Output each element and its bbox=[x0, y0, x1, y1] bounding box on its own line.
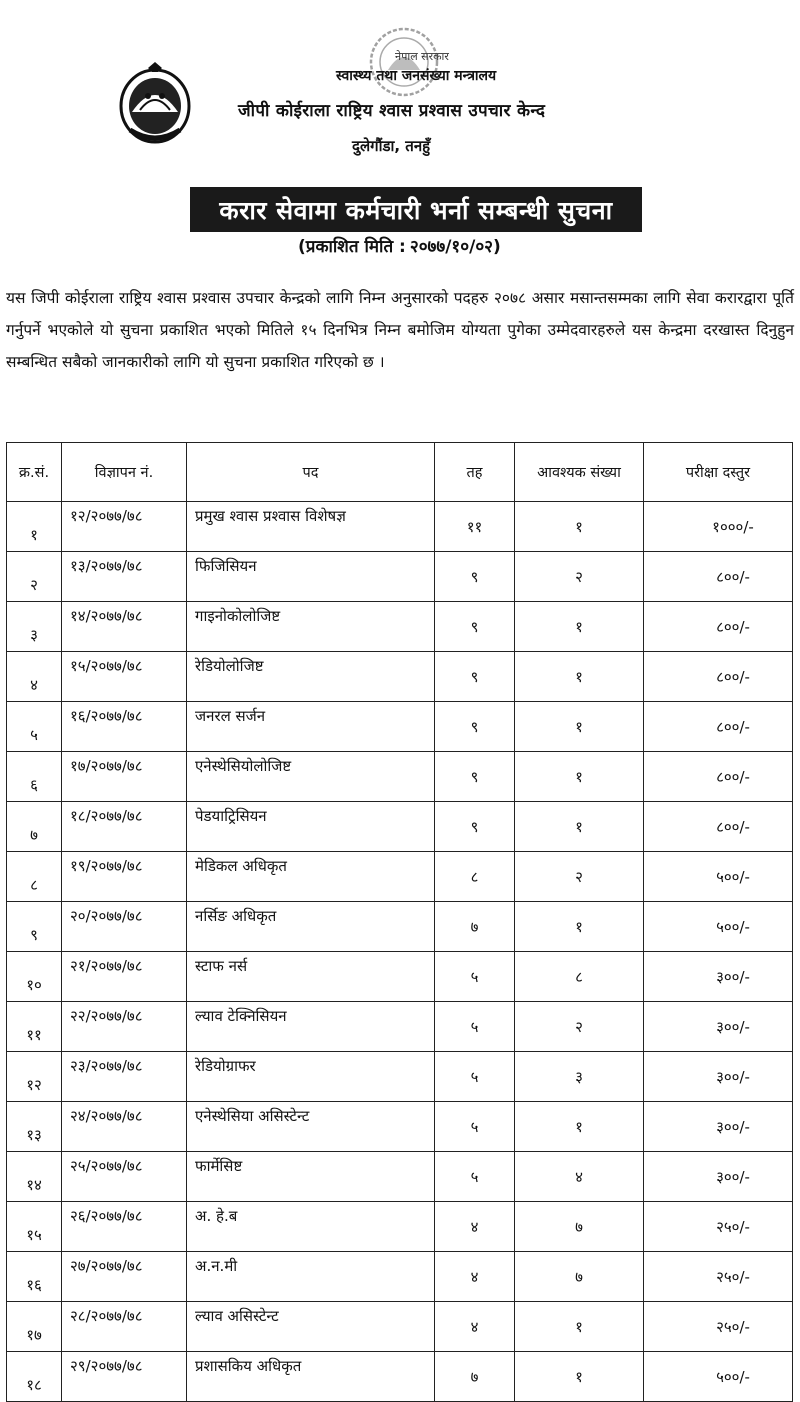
cell-post: ल्याव टेक्निसियन bbox=[187, 1002, 435, 1052]
cell-adv: २१/२०७७/७८ bbox=[62, 952, 187, 1002]
cell-adv: १६/२०७७/७८ bbox=[62, 702, 187, 752]
cell-adv: २०/२०७७/७८ bbox=[62, 902, 187, 952]
nepal-emblem-icon bbox=[118, 60, 192, 144]
cell-fee: ८००/- bbox=[644, 752, 793, 802]
cell-post: ल्याव असिस्टेन्ट bbox=[187, 1302, 435, 1352]
table-row bbox=[7, 1302, 793, 1352]
cell-sn: ७ bbox=[7, 802, 62, 852]
cell-count: १ bbox=[515, 702, 644, 752]
table-row bbox=[7, 552, 793, 602]
cell-post: एनेस्थेसियोलोजिष्ट bbox=[187, 752, 435, 802]
cell-count: १ bbox=[515, 752, 644, 802]
cell-sn: १० bbox=[7, 952, 62, 1002]
cell-fee: ८००/- bbox=[644, 702, 793, 752]
cell-adv: १४/२०७७/७८ bbox=[62, 602, 187, 652]
cell-count: १ bbox=[515, 602, 644, 652]
cell-post: पेडयाट्रिसियन bbox=[187, 802, 435, 852]
cell-post: फार्मेसिष्ट bbox=[187, 1152, 435, 1202]
table-row bbox=[7, 1102, 793, 1152]
cell-adv: २८/२०७७/७८ bbox=[62, 1302, 187, 1352]
cell-post: फिजिसियन bbox=[187, 552, 435, 602]
cell-count: ८ bbox=[515, 952, 644, 1002]
government-label: नेपाल सरकार bbox=[395, 50, 449, 63]
cell-sn: ३ bbox=[7, 602, 62, 652]
table-row bbox=[7, 802, 793, 852]
cell-count: १ bbox=[515, 902, 644, 952]
cell-adv: २९/२०७७/७८ bbox=[62, 1352, 187, 1402]
cell-count: २ bbox=[515, 1002, 644, 1052]
cell-post: अ.न.मी bbox=[187, 1252, 435, 1302]
cell-adv: २४/२०७७/७८ bbox=[62, 1102, 187, 1152]
table-row bbox=[7, 752, 793, 802]
cell-sn: २ bbox=[7, 552, 62, 602]
header-fee: परीक्षा दस्तुर bbox=[644, 443, 793, 502]
cell-post: रेडियोग्राफर bbox=[187, 1052, 435, 1102]
cell-adv: १७/२०७७/७८ bbox=[62, 752, 187, 802]
cell-count: ७ bbox=[515, 1252, 644, 1302]
cell-adv: १९/२०७७/७८ bbox=[62, 852, 187, 902]
cell-level: ९ bbox=[435, 802, 515, 852]
notice-intro: यस जिपी कोईराला राष्ट्रिय श्वास प्रश्वास उपचार केन्द्रको लागि निम्न अनुसारको पदहरु २०७८ असार मसान्तसम्मका लागि सेवा करारद्वारा पूर्ति गर्नुपर्ने भएकोले यो सुचना प्रकाशित भएको मितिले १५ दिनभित्र निम्न बमोजिम योग्यता पुगेका उम्मेदवारहरुले यस केन्द्रमा दरखास्त दिनुहुन सम्बन्धित सबैको जानकारीको लागि यो सुचना प्रकाशित गरिएको छ । bbox=[6, 289, 794, 371]
notice-title bbox=[190, 187, 642, 232]
cell-adv: १२/२०७७/७८ bbox=[62, 502, 187, 552]
published-date-value: २०७७/१०/०२) bbox=[409, 237, 501, 257]
header-count: आवश्यक संख्या bbox=[515, 443, 644, 502]
ministry-name: स्वास्थ्य तथा जनसंख्या मन्त्रालय bbox=[336, 68, 497, 84]
cell-sn: ४ bbox=[7, 652, 62, 702]
cell-fee: ८००/- bbox=[644, 802, 793, 852]
cell-count: ३ bbox=[515, 1052, 644, 1102]
cell-fee: ३००/- bbox=[644, 952, 793, 1002]
cell-fee: ३००/- bbox=[644, 1002, 793, 1052]
cell-post: मेडिकल अधिकृत bbox=[187, 852, 435, 902]
cell-level: ५ bbox=[435, 1002, 515, 1052]
cell-level: ११ bbox=[435, 502, 515, 552]
cell-fee: ८००/- bbox=[644, 602, 793, 652]
cell-sn: १५ bbox=[7, 1202, 62, 1252]
cell-sn: ९ bbox=[7, 902, 62, 952]
cell-count: ४ bbox=[515, 1152, 644, 1202]
cell-level: ४ bbox=[435, 1202, 515, 1252]
cell-level: ७ bbox=[435, 1352, 515, 1402]
table-row bbox=[7, 1152, 793, 1202]
cell-level: ९ bbox=[435, 702, 515, 752]
cell-fee: २५०/- bbox=[644, 1252, 793, 1302]
published-date bbox=[298, 234, 501, 257]
cell-sn: ५ bbox=[7, 702, 62, 752]
cell-level: ५ bbox=[435, 1052, 515, 1102]
cell-count: १ bbox=[515, 802, 644, 852]
header-post: पद bbox=[187, 443, 435, 502]
cell-fee: ५००/- bbox=[644, 902, 793, 952]
cell-level: ९ bbox=[435, 552, 515, 602]
cell-adv: २६/२०७७/७८ bbox=[62, 1202, 187, 1252]
cell-post: अ. हे.ब bbox=[187, 1202, 435, 1252]
table-row bbox=[7, 1052, 793, 1102]
cell-level: ५ bbox=[435, 1102, 515, 1152]
vacancy-table bbox=[6, 442, 793, 1402]
cell-post: स्टाफ नर्स bbox=[187, 952, 435, 1002]
cell-adv: १५/२०७७/७८ bbox=[62, 652, 187, 702]
table-row bbox=[7, 1352, 793, 1402]
cell-sn: १४ bbox=[7, 1152, 62, 1202]
cell-count: १ bbox=[515, 652, 644, 702]
cell-level: ४ bbox=[435, 1302, 515, 1352]
cell-post: नर्सिङ अधिकृत bbox=[187, 902, 435, 952]
cell-sn: १३ bbox=[7, 1102, 62, 1152]
table-header-row bbox=[7, 443, 793, 502]
cell-sn: १ bbox=[7, 502, 62, 552]
cell-count: १ bbox=[515, 1302, 644, 1352]
cell-level: ७ bbox=[435, 902, 515, 952]
cell-post: गाइनोकोलोजिष्ट bbox=[187, 602, 435, 652]
cell-fee: ३००/- bbox=[644, 1052, 793, 1102]
cell-adv: २५/२०७७/७८ bbox=[62, 1152, 187, 1202]
cell-sn: १२ bbox=[7, 1052, 62, 1102]
cell-post: रेडियोलोजिष्ट bbox=[187, 652, 435, 702]
cell-fee: २५०/- bbox=[644, 1302, 793, 1352]
cell-count: १ bbox=[515, 1102, 644, 1152]
cell-level: ९ bbox=[435, 652, 515, 702]
cell-fee: ५००/- bbox=[644, 1352, 793, 1402]
cell-sn: ८ bbox=[7, 852, 62, 902]
table-row bbox=[7, 652, 793, 702]
header-adv: विज्ञापन नं. bbox=[62, 443, 187, 502]
table-row bbox=[7, 852, 793, 902]
notice-title-text: करार सेवामा कर्मचारी भर्ना सम्बन्धी सुचना bbox=[219, 195, 613, 225]
cell-fee: ५००/- bbox=[644, 852, 793, 902]
cell-count: १ bbox=[515, 1352, 644, 1402]
cell-adv: २३/२०७७/७८ bbox=[62, 1052, 187, 1102]
header-sn: क्र.सं. bbox=[7, 443, 62, 502]
table-row bbox=[7, 602, 793, 652]
cell-post: प्रमुख श्वास प्रश्वास विशेषज्ञ bbox=[187, 502, 435, 552]
table-row bbox=[7, 952, 793, 1002]
cell-level: ५ bbox=[435, 952, 515, 1002]
cell-fee: २५०/- bbox=[644, 1202, 793, 1252]
cell-fee: १०००/- bbox=[644, 502, 793, 552]
center-name: जीपी कोईराला राष्ट्रिय श्वास प्रश्वास उपचार केन्द bbox=[238, 101, 546, 121]
cell-sn: १८ bbox=[7, 1352, 62, 1402]
cell-count: २ bbox=[515, 852, 644, 902]
cell-fee: ८००/- bbox=[644, 652, 793, 702]
cell-level: ९ bbox=[435, 602, 515, 652]
cell-adv: १३/२०७७/७८ bbox=[62, 552, 187, 602]
cell-sn: ६ bbox=[7, 752, 62, 802]
header-level: तह bbox=[435, 443, 515, 502]
table-row bbox=[7, 502, 793, 552]
table-row bbox=[7, 702, 793, 752]
cell-count: १ bbox=[515, 502, 644, 552]
published-date-label: (प्रकाशित मिति : bbox=[298, 237, 406, 257]
table-row bbox=[7, 1202, 793, 1252]
cell-post: एनेस्थेसिया असिस्टेन्ट bbox=[187, 1102, 435, 1152]
cell-adv: १८/२०७७/७८ bbox=[62, 802, 187, 852]
cell-count: ७ bbox=[515, 1202, 644, 1252]
cell-post: प्रशासकिय अधिकृत bbox=[187, 1352, 435, 1402]
cell-sn: ११ bbox=[7, 1002, 62, 1052]
cell-count: २ bbox=[515, 552, 644, 602]
cell-adv: २२/२०७७/७८ bbox=[62, 1002, 187, 1052]
table-row bbox=[7, 1252, 793, 1302]
cell-sn: १७ bbox=[7, 1302, 62, 1352]
cell-adv: २७/२०७७/७८ bbox=[62, 1252, 187, 1302]
cell-fee: ३००/- bbox=[644, 1152, 793, 1202]
cell-fee: ३००/- bbox=[644, 1102, 793, 1152]
cell-sn: १६ bbox=[7, 1252, 62, 1302]
cell-fee: ८००/- bbox=[644, 552, 793, 602]
cell-post: जनरल सर्जन bbox=[187, 702, 435, 752]
cell-level: ९ bbox=[435, 752, 515, 802]
cell-level: ८ bbox=[435, 852, 515, 902]
center-address: दुलेगौंडा, तनहुँ bbox=[352, 137, 431, 155]
cell-level: ५ bbox=[435, 1152, 515, 1202]
table-row bbox=[7, 1002, 793, 1052]
cell-level: ४ bbox=[435, 1252, 515, 1302]
table-row bbox=[7, 902, 793, 952]
